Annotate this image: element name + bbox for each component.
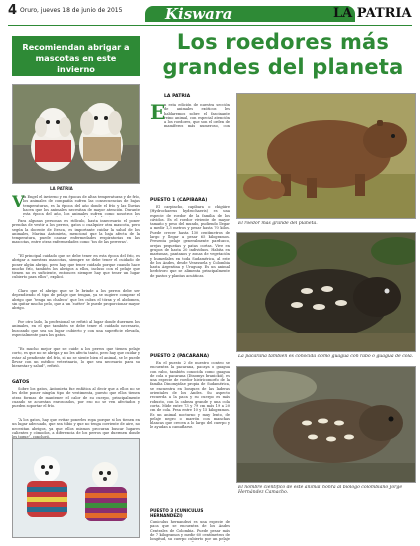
pacarana-caption: La pacarana también es conocida como guagua con rabo o guagua de cola. <box>238 354 414 359</box>
section-banner <box>145 6 355 22</box>
section-1-heading: PUESTO 1 (CAPIBARA) <box>150 198 208 203</box>
left-paragraph-3: “El principal cuidado que se debe tener en esta época del frío, es abrigar a nuestras mascotas, siempre se debe tener el cuidado de poner algún abrigo, pero hay que tener cuidado porque cuando hace mucho frío, también los abrigos a ellos, incluso con el pelaje que tienen no es suficiente, entonces siempre hay que tener un lugar cubierto para ellos”, explicó. <box>12 254 140 280</box>
left-subhead-gatos: GATOS <box>12 380 30 385</box>
dogs-illustration <box>13 85 140 184</box>
dateline: Oruro, jueves 18 de junio de 2015 <box>20 7 123 14</box>
left-paragraph-4: Claro que el abrigo que se le brinde a los perros debe ser dependiendo el tipo de pelaje que tengan, ya se sugiere comprar el abrigo que ‘tenga un chaleco’ que les cubra el tórax y el abdomen, sin quitar mucho pelo, que a un ‘suéter’ le puede proporcionar mayor abrigo. <box>12 289 140 311</box>
section-3-text-col1: Cuniculus hernandezi es una especie de paca que se encuentra de los Andes Centrales de Colombia. Puede pesar más de 7 kilogramos y medir 60 centímetros de longitud, su cuerpo cubierto por un pelaje <box>150 520 230 542</box>
left-paragraph-1: ía Engel el invierno y en épocas de altas temperaturas y de frío, los animales de compañía sufren las consecuencias de bajas temperaturas, es la época del año donde el frío y las lluvias hacen que los animales necesitan de mayor atención. Durante esta época del año, los animales sufren como nosotros los <box>23 195 140 217</box>
left-article <box>12 36 140 538</box>
left-article-title: Recomiendan abrigar a mascotas en este invierno <box>22 42 130 74</box>
left-dropcap: V <box>12 194 25 211</box>
left-paragraph-8: “A los gatos, hay que evitar ponerles ropa porque si los tienen en un lugar adecuado, que sea tibio y que no tenga corriente de aire, no necesitan abrigos, ya que ellos mismos procuran buscar lugares calientes y cómodos, a diferencia de los perros que duermen donde <box>12 418 140 435</box>
section-3-heading: PUESTO 3 (CUNICULUS HERNANDEZI) <box>150 508 204 518</box>
main-article-title: Los roedores más grandes del planeta <box>162 30 404 79</box>
bottom-columns <box>236 498 416 542</box>
dogs-photo-source: LA PATRIA <box>50 186 73 191</box>
pacarana-illustration <box>237 233 416 352</box>
section-2-heading: PUESTO 2 (PACARANA) <box>150 354 210 359</box>
left-article-body <box>12 194 140 474</box>
main-intro: n esta edición de nuestra sección de animales exóticos les hablaremos sobre el fascinante reino animal, con especial atención a los roedores, que son el orden de mamíferos más numeroso, con <box>164 103 230 129</box>
page-number: 4 <box>8 3 18 18</box>
left-paragraph-2: Para algunas personas es ridículo, hasta innecesario el poner prendas de vestir a los perros, gatos o cualquier otra mascota, pero según la docente de Itesca, es importante cuidar la salud de los animales, Marina Antonieta, mencionó que la baja afecta de la temperatura, puede causar enfermedades respiratorias en las mascotas, entre otras enfermedades como ‘tos de las perreras’. <box>12 219 140 245</box>
newspaper-name: LA PATRIA <box>333 6 412 21</box>
paca-illustration <box>237 367 416 483</box>
section-2-text: En el puesto 2 de nuestro conteo se encuentra la pacarana, pacaya o guagua con rabo, también conocida como guagua de cola o pacarana (Dinomys branickii), es una especie de roedor histricomorfo de la familia Dinomyidae propia de Sudamérica, se encuentra en bosques de las laderas orientales de los Andes. Su aspecto recuerda a la paca y su cuerpo es más robusto, con la cabeza grande y una cola corta. Mide entre 73 y 79 cm más 19 a 20 cm de cola. Pesa entre 10 y 15 kilogramos. Es un animal nocturno y muy lento, de pelaje negro o marrón con manchas blancas que crecen a lo largo del cuerpo y le ayudan a camuflarse. <box>150 361 230 430</box>
main-article-source: LA PATRIA <box>164 94 191 99</box>
left-paragraph-6: “Es mucho mejor que se cuide a los perros que tienen pelaje corto, es que no se abriga y no les afecta tanto, pero hay que cuidar y estar al pendiente del frío, si no se siente bien el animal, se le puede llevar con un médico veterinario, lo que sea necesario para su bienestar y salud”, refirió. <box>12 347 140 369</box>
main-dropcap: E <box>150 100 166 124</box>
main-article-column-1 <box>150 92 230 507</box>
left-paragraph-5: Por otro lado, la profesional se refirió al lugar donde duermen los animales, en el que también se debe tener el cuidado necesario, buscando que sea un lugar cubierto y con una superficie elevada, especialmente para los gatos. <box>12 320 140 337</box>
paca-photo <box>236 366 416 483</box>
section-3-text-col2 <box>236 498 292 542</box>
dogs-in-coats-illustration <box>13 439 140 538</box>
left-paragraph-7: Sobre los gatos, Antonieta fue enfática al decir que a ellos no se les debe poner ningún tipo de vestimenta, puesto que ellos tienen otras formas de mantener el calor de su cuerpo, principalmente cuando se acuestan enroscados, por eso no se ven afectados y pueden soportar el frío. <box>12 387 140 409</box>
section-name: Kiswara <box>165 5 233 23</box>
capybara-caption: El roedor más grande del planeta. <box>238 221 318 226</box>
section-1-text: El carpincho, capibara o chigüire (Hydrochaerus hydrochaeris) es una especie de roedor de la familia de los cávidos. Es el roedor viviente de mayor tamaño y peso del mundo, pudiendo llegar a medir 1,3 metros y pesar hasta 70 kilos. Puede crecer hasta 130 centímetros de largo y llegar a pesar 65 kilogramos. Presenta pelaje generalmente parduzco, orejas pequeñas y patas cortas. Vive en grupos de hasta 20 individuos. Habita en marismas, pantanos y zonas de vegetación y humedales en toda Sudamérica, al este de los Andes, desde Venezuela y Colombia hasta Argentina y Uruguay. Es un animal herbívoro que se alimenta principalmente de pastos y plantas acuáticas. <box>150 205 230 278</box>
pacarana-photo <box>236 232 416 352</box>
capybara-illustration <box>237 94 416 219</box>
capybara-photo <box>236 93 416 219</box>
page-header <box>0 0 420 30</box>
paca-caption: El nombre científico de este animal honra al biólogo colombiano Jorge Hernández Camacho. <box>238 485 403 496</box>
dogs-photo <box>12 84 140 184</box>
header-rule <box>8 25 412 26</box>
dogs-in-coats-photo <box>12 438 140 538</box>
